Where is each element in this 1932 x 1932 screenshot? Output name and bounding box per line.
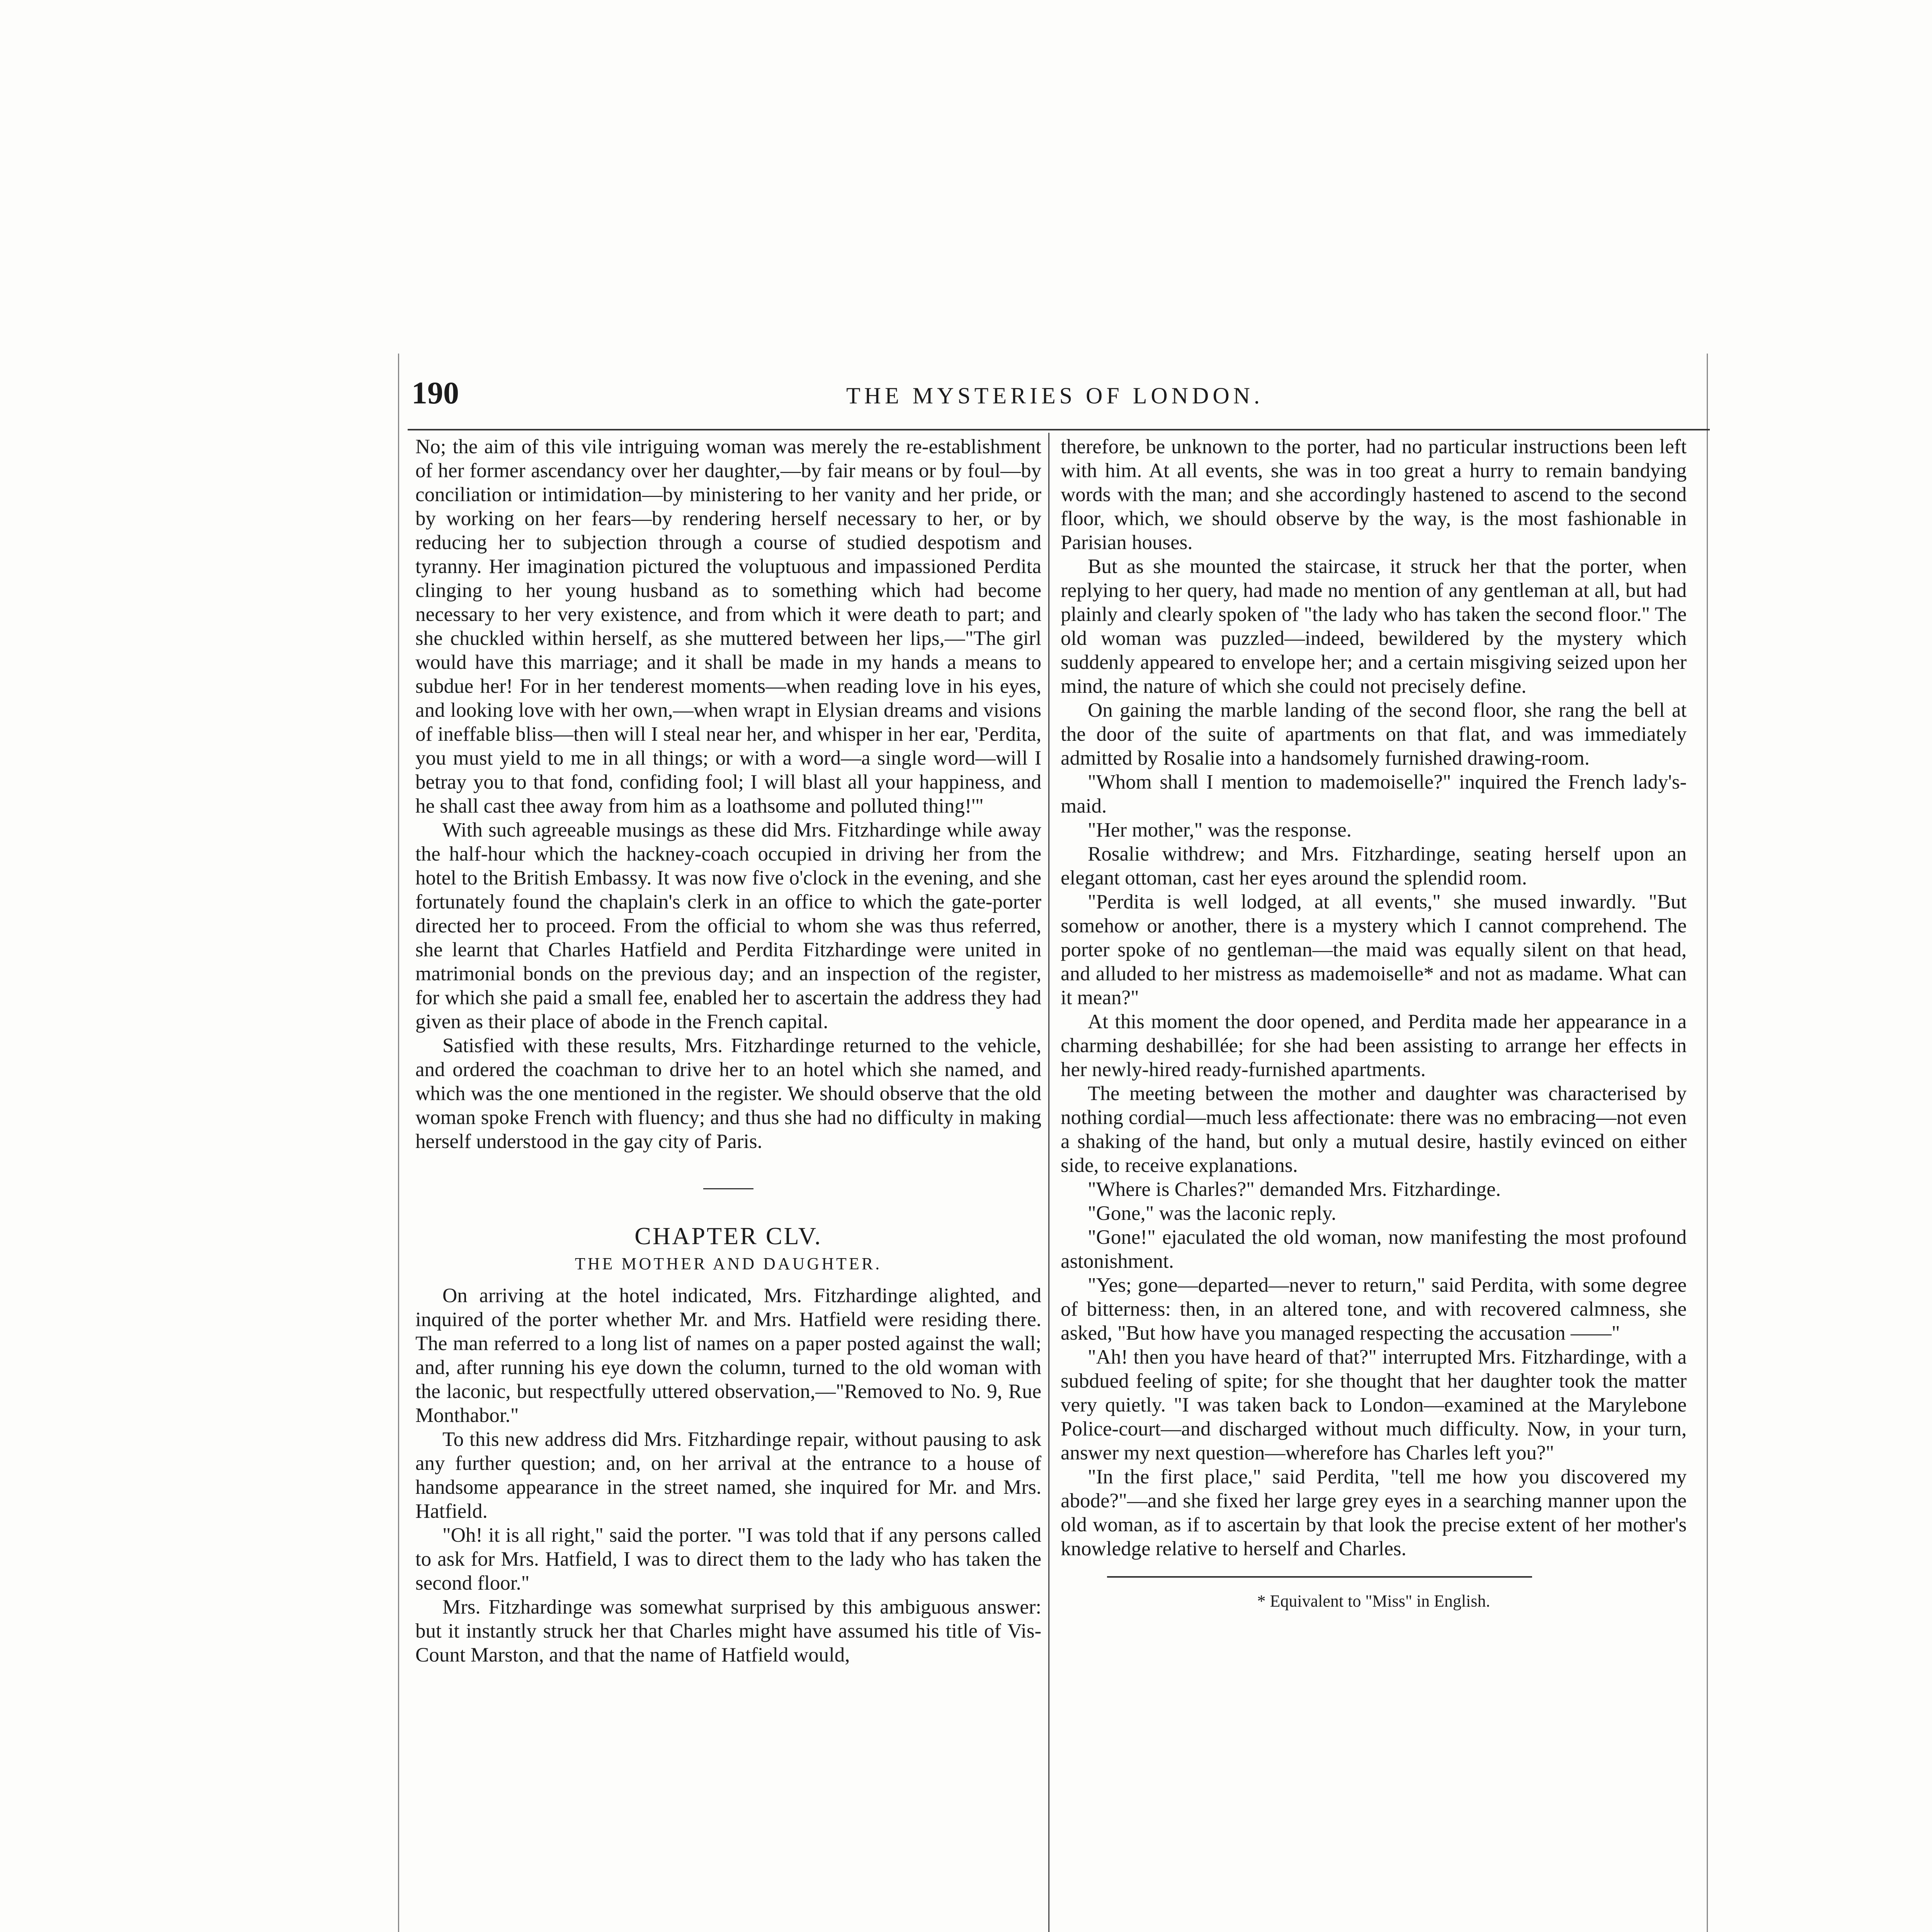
paragraph: To this new address did Mrs. Fitzhardinge repair, without pausing to ask any further question; and, on her arrival at the entrance to a house of handsome appearance in the street named, she inquired for Mr. and Mrs. Hatfield. — [415, 1428, 1041, 1522]
page-frame-left — [398, 354, 399, 1932]
left-column — [415, 435, 1041, 1667]
book-page — [404, 371, 1706, 1932]
paragraph: But as she mounted the staircase, it struck her that the porter, when replying to her query, had made no mention of any gentleman at all, but had plainly and clearly spoken of "the lady who has taken the second floor." The old woman was puzzled—indeed, bewildered by the mystery which suddenly appeared to envelope her; and a certain misgiving seized upon her mind, the nature of which she could not precisely define. — [1061, 555, 1687, 697]
footnote-rule — [1107, 1576, 1532, 1578]
paragraph: "Ah! then you have heard of that?" interrupted Mrs. Fitzhardinge, with a subdued feeling of spite; for she thought that her daughter took the matter very quietly. "I was taken back to London—examined at the Marylebone Police-court—and discharged without much difficulty. Now, in your turn, answer my next question—wherefore has Charles left you?" — [1061, 1346, 1687, 1464]
paragraph: On gaining the marble landing of the second floor, she rang the bell at the door of the suite of apartments on that flat, and was immediately admitted by Rosalie into a handsomely furnished drawing-room. — [1061, 699, 1687, 769]
paragraph: With such agreeable musings as these did Mrs. Fitzhardinge while away the half-hour which the hackney-coach occupied in driving her from the hotel to the British Embassy. It was now five o'clock in the evening, and she fortunately found the chaplain's clerk in an office to which the gate-porter directed her to proceed. From the official to whom she was thus referred, she learnt that Charles Hatfield and Perdita Fitzhardinge were united in matrimonial bonds on the previous day; and an inspection of the register, for which she paid a small fee, enabled her to ascertain the address they had given as their place of abode in the French capital. — [415, 819, 1041, 1033]
footnote: * Equivalent to "Miss" in English. — [1257, 1592, 1490, 1611]
column-divider — [1048, 433, 1049, 1932]
paragraph: No; the aim of this vile intriguing woman was merely the re-establishment of her former ascendancy over her daughter,—by fair means or by foul—by conciliation or intimidation—by ministering to her vanity and her pride, or by working on her fears—by rendering herself necessary to her, or by reducing her to subjection through a course of studied despotism and tyranny. Her imagination pictured the voluptuous and impassioned Perdita clinging to her young husband as to something which had become necessary to her very existence, and from which it were death to part; and she chuckled within herself, as she muttered between her lips,—"The girl would have this marriage; and it shall be made in my hands a means to subdue her! For in her tenderest moments—when reading love in his eyes, and looking love with her own,—when wrapt in Elysian dreams and visions of ineffable bliss—then will I steal near her, and whisper in her ear, 'Perdita, you must yield to me in all things; or with a word—a single word—will I betray you to that fond, confiding fool; I will blast all your happiness, and he shall cast thee away from him as a loathsome and polluted thing!'" — [415, 435, 1041, 817]
paragraph: "Her mother," was the response. — [1088, 819, 1352, 841]
paragraph: Mrs. Fitzhardinge was somewhat surprised by this ambiguous answer: but it instantly struck her that Charles might have assumed his title of Vis-Count Marston, and that the name of Hatfield would, — [415, 1596, 1041, 1666]
paragraph: "Yes; gone—departed—never to return," said Perdita, with some degree of bitterness: then, in an altered tone, and with recovered calmness, she asked, "But how have you managed respecting the accusation ——" — [1061, 1274, 1687, 1344]
paragraph: "Perdita is well lodged, at all events," she mused inwardly. "But somehow or another, there is a mystery which I cannot comprehend. The porter spoke of no gentleman—the maid was equally silent on that head, and alluded to her mistress as mademoiselle* and not as madame. What can it mean?" — [1061, 891, 1687, 1009]
paragraph: On arriving at the hotel indicated, Mrs. Fitzhardinge alighted, and inquired of the porter whether Mr. and Mrs. Hatfield were residing there. The man referred to a long list of names on a paper posted against the wall; and, after running his eye down the column, turned to the old woman with the laconic, but respectfully uttered observation,—"Removed to No. 9, Rue Monthabor." — [415, 1284, 1041, 1427]
paragraph: therefore, be unknown to the porter, had no particular instructions been left with him. At all events, she was in too great a hurry to remain bandying words with the man; and she accordingly hastened to ascend to the second floor, which, we should observe by the way, is the most fashionable in Parisian houses. — [1061, 435, 1687, 554]
page-header — [404, 371, 1706, 421]
chapter-title: CHAPTER CLV. — [634, 1222, 822, 1250]
paragraph: "Oh! it is all right," said the porter. "I was told that if any persons called to ask for Mrs. Hatfield, I was to direct them to the lady who has taken the second floor." — [415, 1524, 1041, 1594]
paragraph: "Gone!" ejaculated the old woman, now manifesting the most profound astonishment. — [1061, 1226, 1687, 1272]
paragraph: The meeting between the mother and daughter was characterised by nothing cordial—much less affectionate: there was no embracing—not even a shaking of the hand, but only a mutual desire, hastily evinced on either side, to receive explanations. — [1061, 1082, 1687, 1177]
paragraph: "Whom shall I mention to mademoiselle?" inquired the French lady's-maid. — [1061, 771, 1687, 817]
paragraph: At this moment the door opened, and Perdita made her appearance in a charming deshabillée; for she had been assisting to arrange her effects in her newly-hired ready-furnished apartments. — [1061, 1010, 1687, 1081]
paragraph: Satisfied with these results, Mrs. Fitzhardinge returned to the vehicle, and ordered the coachman to drive her to an hotel which she named, and which was the one mentioned in the register. We should observe that the old woman spoke French with fluency; and thus she had no difficulty in making herself understood in the gay city of Paris. — [415, 1034, 1041, 1153]
right-column — [1061, 435, 1687, 1613]
page-frame-right — [1707, 354, 1708, 1932]
running-title: THE MYSTERIES OF LONDON. — [846, 383, 1264, 408]
section-rule — [703, 1188, 753, 1189]
header-rule — [408, 429, 1710, 430]
paragraph: "Where is Charles?" demanded Mrs. Fitzhardinge. — [1088, 1178, 1501, 1201]
paragraph: "Gone," was the laconic reply. — [1088, 1202, 1337, 1225]
paragraph: Rosalie withdrew; and Mrs. Fitzhardinge, seating herself upon an elegant ottoman, cast her eyes around the splendid room. — [1061, 843, 1687, 889]
chapter-subtitle: THE MOTHER AND DAUGHTER. — [575, 1254, 882, 1273]
paragraph: "In the first place," said Perdita, "tell me how you discovered my abode?"—and she fixed her large grey eyes in a searching manner upon the old woman, as if to ascertain by that look the precise extent of her mother's knowledge relative to herself and Charles. — [1061, 1466, 1687, 1560]
page-number: 190 — [412, 375, 459, 410]
